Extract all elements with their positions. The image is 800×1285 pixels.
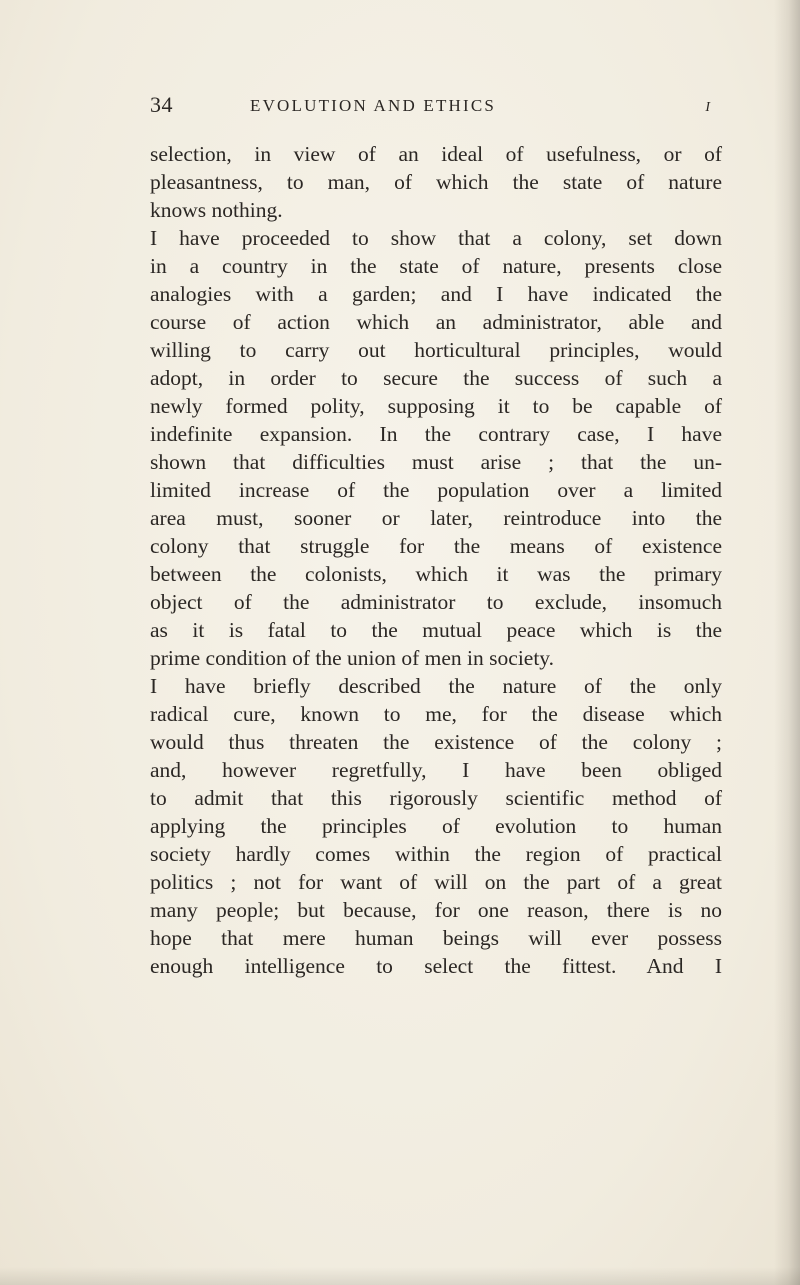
text-line: to admit that this rigorously scientific method of bbox=[150, 786, 722, 810]
text-line: as it is fatal to the mutual peace which is the bbox=[150, 618, 722, 642]
text-line: politics ; not for want of will on the part of a great bbox=[150, 870, 722, 894]
text-line: and, however regretfully, I have been obliged bbox=[150, 758, 722, 782]
text-line: applying the principles of evolution to human bbox=[150, 814, 722, 838]
text-line: selection, in view of an ideal of usefulness, or of bbox=[150, 142, 722, 166]
text-line: colony that struggle for the means of existence bbox=[150, 534, 722, 558]
text-line: indefinite expansion. In the contrary case, I have bbox=[150, 422, 722, 446]
text-line: radical cure, known to me, for the disease which bbox=[150, 702, 722, 726]
text-line: I have briefly described the nature of the only bbox=[150, 674, 722, 698]
text-line: society hardly comes within the region of practical bbox=[150, 842, 722, 866]
text-line: course of action which an administrator, able and bbox=[150, 310, 722, 334]
chapter-mark: I bbox=[705, 100, 710, 115]
text-line: between the colonists, which it was the primary bbox=[150, 562, 722, 586]
text-line: I have proceeded to show that a colony, set down bbox=[150, 226, 722, 250]
running-head: EVOLUTION AND ETHICS bbox=[250, 96, 497, 115]
text-line: hope that mere human beings will ever possess bbox=[150, 926, 722, 950]
page-edge-shadow bbox=[774, 0, 800, 1285]
text-line: prime condition of the union of men in society. bbox=[150, 646, 555, 670]
body-text bbox=[150, 140, 722, 980]
page-bottom-shadow bbox=[0, 1267, 800, 1285]
text-line: area must, sooner or later, reintroduce into the bbox=[150, 506, 722, 530]
text-line: in a country in the state of nature, presents close bbox=[150, 254, 722, 278]
page-header bbox=[150, 92, 710, 122]
text-line: shown that difficulties must arise ; that the un- bbox=[150, 450, 722, 474]
text-line: knows nothing. bbox=[150, 198, 283, 222]
page-number: 34 bbox=[150, 92, 173, 117]
text-line: many people; but because, for one reason, there is no bbox=[150, 898, 722, 922]
text-line: willing to carry out horticultural principles, would bbox=[150, 338, 722, 362]
text-line: adopt, in order to secure the success of such a bbox=[150, 366, 722, 390]
text-line: limited increase of the population over a limited bbox=[150, 478, 722, 502]
text-line: enough intelligence to select the fittest. And I bbox=[150, 954, 722, 978]
text-line: pleasantness, to man, of which the state of nature bbox=[150, 170, 722, 194]
text-line: would thus threaten the existence of the colony ; bbox=[150, 730, 722, 754]
text-line: newly formed polity, supposing it to be capable of bbox=[150, 394, 722, 418]
text-line: object of the administrator to exclude, insomuch bbox=[150, 590, 722, 614]
text-line: analogies with a garden; and I have indicated the bbox=[150, 282, 722, 306]
